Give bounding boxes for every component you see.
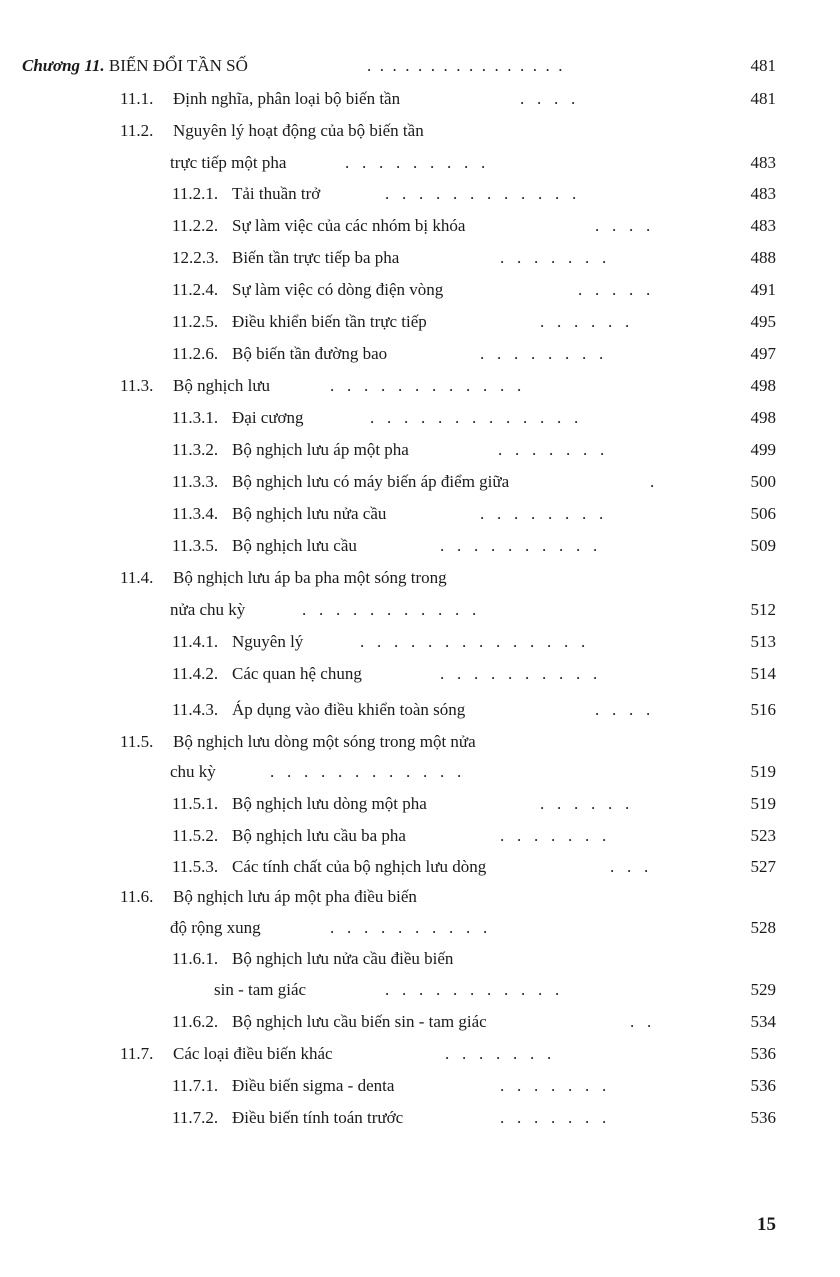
toc-entry-page-ref: 512 xyxy=(750,600,776,619)
toc-entry xyxy=(0,564,700,592)
toc-entry-label: Bộ nghịch lưu dòng một pha xyxy=(232,794,427,813)
toc-entry-label: Các loại điều biến khác xyxy=(173,1044,333,1063)
toc-entry xyxy=(0,180,700,208)
toc-entry xyxy=(0,532,700,560)
toc-entry-page-ref: 519 xyxy=(750,762,776,781)
toc-entry xyxy=(0,1072,700,1100)
toc-entry-label: Bộ nghịch lưu áp một pha điều biến xyxy=(173,887,417,906)
toc-entry-label: độ rộng xung xyxy=(170,918,261,937)
toc-entry-page-ref: 491 xyxy=(750,280,776,299)
toc-entry-number: 11.4.1. xyxy=(172,632,219,651)
toc-entry-page-ref: 488 xyxy=(750,248,776,267)
leader-dots: . . . . . . . . . . xyxy=(440,664,598,683)
leader-dots: . . . . . . . . . . . . xyxy=(270,762,462,781)
toc-entry-page-ref: 500 xyxy=(750,472,776,491)
toc-entry-label: Nguyên lý xyxy=(232,632,304,651)
toc-entry-label: Bộ nghịch lưu cầu biến sin - tam giác xyxy=(232,1012,487,1031)
toc-entry-page-ref: 498 xyxy=(750,376,776,395)
leader-dots: . . . . . . . . . . . . xyxy=(330,376,522,395)
toc-entry-label: Nguyên lý hoạt động của bộ biến tần xyxy=(173,121,424,140)
toc-entry xyxy=(0,1104,700,1132)
toc-entry-number: 11.1. xyxy=(120,89,154,108)
toc-entry-label: trực tiếp một pha xyxy=(170,153,287,172)
toc-entry-label: Sự làm việc có dòng điện vòng xyxy=(232,280,444,299)
toc-entry-number: 11.7.2. xyxy=(172,1108,219,1127)
toc-entry xyxy=(0,758,700,786)
chapter-number: 11. xyxy=(84,56,105,75)
toc-entry-page-ref: 534 xyxy=(750,1012,776,1031)
toc-entry-label: Bộ nghịch lưu có máy biến áp điểm giữa xyxy=(232,472,510,491)
toc-entry-label: Điều biến sigma - denta xyxy=(232,1076,395,1095)
toc-entry xyxy=(0,276,700,304)
toc-entry xyxy=(0,660,700,688)
toc-entry-label: Sự làm việc của các nhóm bị khóa xyxy=(232,216,466,235)
toc-entry xyxy=(0,149,700,177)
toc-entry-number: 11.2.6. xyxy=(172,344,219,363)
toc-entry-number: 11.3.1. xyxy=(172,408,219,427)
toc-entry-label: Áp dụng vào điều khiển toàn sóng xyxy=(232,700,466,719)
toc-entry xyxy=(0,500,700,528)
toc-entry-label: Điều biến tính toán trước xyxy=(232,1108,404,1127)
leader-dots: . . . . . . . xyxy=(498,440,605,459)
toc-entry xyxy=(0,372,700,400)
leader-dots: . . . xyxy=(610,857,649,876)
leader-dots: . . . . . . . xyxy=(500,1108,607,1127)
toc-entry-number: 11.5. xyxy=(120,732,154,751)
toc-entry-number: 11.2.2. xyxy=(172,216,219,235)
toc-entry-page-ref: 536 xyxy=(750,1108,776,1127)
toc-entry-label: Điều khiển biến tần trực tiếp xyxy=(232,312,427,331)
toc-entry-label: Bộ nghịch lưu dòng một sóng trong một nửa xyxy=(173,732,476,751)
toc-entry xyxy=(0,976,700,1004)
toc-entry-label: Bộ nghịch lưu cầu ba pha xyxy=(232,826,406,845)
toc-entry-number: 11.6. xyxy=(120,887,154,906)
toc-entry-number: 11.2.1. xyxy=(172,184,219,203)
toc-entry-label: Bộ nghịch lưu áp một pha xyxy=(232,440,409,459)
toc-entry xyxy=(0,914,700,942)
toc-entry-number: 11.3.2. xyxy=(172,440,219,459)
toc-entry-page-ref: 483 xyxy=(750,216,776,235)
toc-entry-page-ref: 514 xyxy=(750,664,776,683)
toc-entry xyxy=(0,1040,700,1068)
leader-dots: . . . . . . . . . . . . xyxy=(385,184,577,203)
leader-dots: . . . . . . . . . xyxy=(345,153,486,172)
toc-entry-page-ref: 509 xyxy=(750,536,776,555)
toc-entry-page-ref: 527 xyxy=(750,857,776,876)
toc-entry xyxy=(0,244,700,272)
leader-dots: . . . . . . . . xyxy=(480,344,604,363)
leader-dots: . . . . xyxy=(595,216,651,235)
toc-entry-label: sin - tam giác xyxy=(214,980,307,999)
leader-dots: . . . . . . . . . . . . . . xyxy=(360,632,586,651)
toc-entry-page-ref: 483 xyxy=(750,153,776,172)
chapter-heading xyxy=(22,52,662,80)
leader-dots: . . . . . . . xyxy=(500,1076,607,1095)
leader-dots: . . xyxy=(630,1012,652,1031)
toc-entry xyxy=(0,696,700,724)
toc-entry-page-ref: 499 xyxy=(750,440,776,459)
toc-entry-number: 11.2.5. xyxy=(172,312,219,331)
leader-dots: . . . . . . . . . . . . . . . . xyxy=(367,56,563,75)
toc-entry xyxy=(0,436,700,464)
leader-dots: . . . . . . xyxy=(540,794,630,813)
toc-entry-number: 11.7. xyxy=(120,1044,154,1063)
toc-entry-label: Bộ nghịch lưu nửa cầu điều biến xyxy=(232,949,454,968)
toc-entry-number: 11.4.3. xyxy=(172,700,219,719)
toc-entry-page-ref: 497 xyxy=(750,344,776,363)
leader-dots: . . . . . . xyxy=(540,312,630,331)
toc-entry-page-ref: 519 xyxy=(750,794,776,813)
toc-entry-number: 12.2.3. xyxy=(172,248,219,267)
toc-entry xyxy=(0,790,700,818)
toc-entry-label: Bộ nghịch lưu xyxy=(173,376,271,395)
toc-entry xyxy=(0,853,700,881)
page-number: 15 xyxy=(757,1214,776,1235)
toc-entry xyxy=(0,212,700,240)
toc-entry xyxy=(0,883,700,911)
toc-entry-page-ref: 513 xyxy=(750,632,776,651)
toc-entry-number: 11.2. xyxy=(120,121,154,140)
toc-entry-label: Biến tần trực tiếp ba pha xyxy=(232,248,400,267)
toc-entry-number: 11.5.3. xyxy=(172,857,219,876)
toc-entry-number: 11.5.1. xyxy=(172,794,219,813)
toc-entry-number: 11.4. xyxy=(120,568,154,587)
toc-entry xyxy=(0,404,700,432)
toc-entry-page-ref: 536 xyxy=(750,1044,776,1063)
toc-entry-number: 11.6.1. xyxy=(172,949,219,968)
toc-entry xyxy=(0,117,700,145)
toc-entry xyxy=(0,468,700,496)
toc-entry-page-ref: 481 xyxy=(750,89,776,108)
toc-entry-number: 11.5.2. xyxy=(172,826,219,845)
toc-entry-page-ref: 529 xyxy=(750,980,776,999)
toc-entry-page-ref: 516 xyxy=(750,700,776,719)
toc-entry xyxy=(0,85,700,113)
leader-dots: . . . . . . . . . . . xyxy=(302,600,477,619)
leader-dots: . . . . . . . . . . xyxy=(440,536,598,555)
toc-entry-label: Tải thuần trở xyxy=(232,184,321,203)
toc-entry-number: 11.4.2. xyxy=(172,664,219,683)
toc-entry xyxy=(0,728,700,756)
toc-entry xyxy=(0,628,700,656)
leader-dots: . . . . . . . . . . . . . xyxy=(370,408,579,427)
toc-entry xyxy=(0,945,700,973)
leader-dots: . . . . . . . xyxy=(500,826,607,845)
toc-entry xyxy=(0,1008,700,1036)
toc-entry-label: Bộ biến tần đường bao xyxy=(232,344,388,363)
chapter-title: BIẾN ĐỔI TẦN SỐ xyxy=(108,56,248,75)
toc-entry-label: Bộ nghịch lưu cầu xyxy=(232,536,357,555)
toc-entry-page-ref: 495 xyxy=(750,312,776,331)
toc-entry-page-ref: 536 xyxy=(750,1076,776,1095)
toc-entry-number: 11.3.3. xyxy=(172,472,219,491)
leader-dots: . . . . . . . . xyxy=(480,504,604,523)
toc-entry-label: Bộ nghịch lưu áp ba pha một sóng trong xyxy=(173,568,447,587)
toc-entry-number: 11.3.5. xyxy=(172,536,219,555)
toc-entry-number: 11.2.4. xyxy=(172,280,219,299)
toc-entry-label: Các tính chất của bộ nghịch lưu dòng xyxy=(232,857,487,876)
toc-entry-page-ref: 506 xyxy=(750,504,776,523)
leader-dots: . . . . . . . xyxy=(445,1044,552,1063)
leader-dots: . . . . . . . . . . . xyxy=(385,980,560,999)
toc-entry-label: chu kỳ xyxy=(170,762,216,781)
toc-entry-label: Bộ nghịch lưu nửa cầu xyxy=(232,504,387,523)
chapter-prefix: Chương xyxy=(22,56,81,75)
leader-dots: . . . . xyxy=(520,89,576,108)
toc-entry-page-ref: 528 xyxy=(750,918,776,937)
toc-entry-number: 11.6.2. xyxy=(172,1012,219,1031)
toc-entry-number: 11.7.1. xyxy=(172,1076,219,1095)
toc-entry-label: Các quan hệ chung xyxy=(232,664,362,683)
toc-entry xyxy=(0,596,700,624)
toc-entry-page-ref: 483 xyxy=(750,184,776,203)
leader-dots: . . . . xyxy=(595,700,651,719)
toc-entry-number: 11.3. xyxy=(120,376,154,395)
toc-entry-page-ref: 523 xyxy=(750,826,776,845)
toc-entry-page-ref: 498 xyxy=(750,408,776,427)
leader-dots: . xyxy=(650,472,655,491)
toc-entry xyxy=(0,822,700,850)
leader-dots: . . . . . . . xyxy=(500,248,607,267)
toc-entry-number: 11.3.4. xyxy=(172,504,219,523)
toc-entry-label: Đại cương xyxy=(232,408,304,427)
toc-entry xyxy=(0,308,700,336)
leader-dots: . . . . . . . . . . xyxy=(330,918,488,937)
leader-dots: . . . . . xyxy=(578,280,651,299)
toc-entry-label: nửa chu kỳ xyxy=(170,600,246,619)
chapter-page-ref: 481 xyxy=(750,56,776,75)
toc-entry-label: Định nghĩa, phân loại bộ biến tần xyxy=(173,89,401,108)
toc-entry xyxy=(0,340,700,368)
